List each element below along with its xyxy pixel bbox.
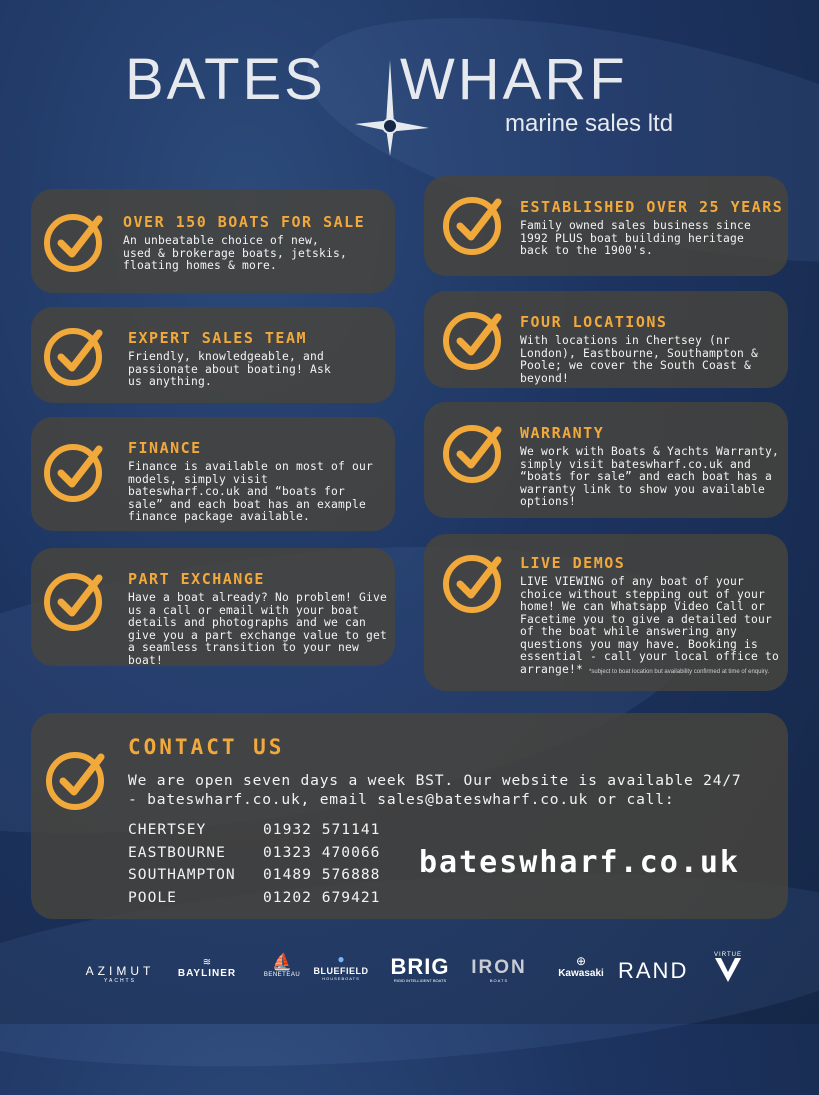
feature-card-warranty xyxy=(424,402,788,518)
contact-text: We are open seven days a week BST. Our website is available 24/7 - bateswharf.co.uk, email sales@bateswharf.co.uk or call: xyxy=(128,772,742,808)
feature-card-live-demos xyxy=(424,534,788,691)
sail-icon: ⛵ xyxy=(272,954,292,971)
brand-strip xyxy=(80,950,760,1000)
brand-logo xyxy=(125,48,705,158)
feature-card-sales-team xyxy=(31,307,395,403)
office-row xyxy=(128,887,380,910)
feature-card-finance xyxy=(31,417,395,531)
office-list xyxy=(128,819,380,909)
office-phone[interactable]: 01323 470066 xyxy=(263,843,381,861)
checkmark-icon xyxy=(45,747,109,811)
office-name: EASTBOURNE xyxy=(128,843,226,861)
brand-rand-logo: RAND xyxy=(618,958,689,983)
office-name: POOLE xyxy=(128,888,177,906)
brand-bayliner-logo xyxy=(172,958,242,979)
checkmark-icon xyxy=(442,420,506,484)
brand-beneteau-name: BENETEAU xyxy=(263,972,301,978)
checkmark-icon xyxy=(43,209,107,273)
card-text xyxy=(520,576,782,678)
card-title: PART EXCHANGE xyxy=(128,570,265,588)
brand-virtue-logo xyxy=(708,952,748,987)
card-title: LIVE DEMOS xyxy=(520,554,626,572)
checkmark-icon xyxy=(43,439,107,503)
office-phone[interactable]: 01932 571141 xyxy=(263,821,381,838)
website-link[interactable]: bateswharf.co.uk xyxy=(419,845,740,880)
card-text: An unbeatable choice of new, used & brokerage boats, jetskis, floating homes & more. xyxy=(123,234,348,272)
wave-icon: ≋ xyxy=(202,957,212,968)
feature-card-established xyxy=(424,176,788,276)
logo-subtitle: marine sales ltd xyxy=(505,110,674,137)
checkmark-icon xyxy=(442,550,506,614)
card-text: Finance is available on most of our models, simply visit bateswharf.co.uk and “boats for sale” and each boat has an example finance package available. xyxy=(128,460,374,523)
card-title: FINANCE xyxy=(128,439,202,457)
checkmark-icon xyxy=(442,307,506,371)
compass-icon xyxy=(345,58,435,158)
office-name: SOUTHAMPTON xyxy=(128,866,236,883)
card-title: OVER 150 BOATS FOR SALE xyxy=(123,213,366,231)
office-row xyxy=(128,842,380,865)
card-text: Have a boat already? No problem! Give us a call or email with your boat details and photographs and we can give you a part exchange value to get a seamless transition to your new boat! xyxy=(128,591,388,667)
contact-title: CONTACT US xyxy=(128,735,285,759)
card-title: WARRANTY xyxy=(520,424,605,442)
brand-bluefield-logo xyxy=(310,952,372,981)
card-text: With locations in Chertsey (nr London), Eastbourne, Southampton & Poole; we cover the South Coast & beyond! xyxy=(520,334,759,385)
brand-kawasaki-name: Kawasaki xyxy=(558,968,604,979)
card-text: We work with Boats & Yachts Warranty, simply visit bateswharf.co.uk and “boats for sale” and each boat has a warranty link to show you available options! xyxy=(520,445,780,508)
card-title: EXPERT SALES TEAM xyxy=(128,329,308,347)
checkmark-icon xyxy=(442,192,506,256)
card-text: Family owned sales business since 1992 PLUS boat building heritage back to the 1900's. xyxy=(520,219,752,257)
contact-card xyxy=(31,713,788,919)
brand-bayliner-name: BAYLINER xyxy=(177,968,237,979)
brand-iron-sub: BOATS xyxy=(489,978,509,983)
office-row xyxy=(128,819,380,842)
brand-iron-logo xyxy=(468,958,530,983)
feature-card-boats-for-sale xyxy=(31,189,395,293)
brand-brig-name: BRIG xyxy=(390,954,450,979)
feature-card-part-exchange xyxy=(31,548,395,666)
brand-iron-name: IRON xyxy=(471,957,527,978)
brand-bluefield-name: BLUEFIELD xyxy=(313,966,369,976)
card-text-body: LIVE VIEWING of any boat of your choice without stepping out of your home! We can Whatsapp Video Call or Facetime you to give a detailed tour of the boat while answering any questions you may have. Booking is essential - call your local office to arrange!* xyxy=(520,575,780,676)
virtue-v-icon xyxy=(715,958,741,982)
logo-word-bates: BATES xyxy=(125,47,326,112)
card-text: Friendly, knowledgeable, and passionate about boating! Ask us anything. xyxy=(128,350,332,388)
office-row xyxy=(128,864,380,887)
kawasaki-emblem-icon: ⊕ xyxy=(575,954,587,968)
office-name: CHERTSEY xyxy=(128,821,207,838)
footnote: *subject to boat location but availability confirmed at time of enquiry. xyxy=(589,668,770,675)
office-phone[interactable]: 01202 679421 xyxy=(263,888,381,906)
feature-card-locations xyxy=(424,291,788,388)
brand-azimut-sub: YACHTS xyxy=(104,978,136,984)
brand-kawasaki-logo xyxy=(552,954,610,979)
brand-brig-logo xyxy=(380,956,460,983)
office-phone[interactable]: 01489 576888 xyxy=(263,866,381,883)
brand-bluefield-sub: HOUSEBOATS xyxy=(322,976,360,981)
card-title: FOUR LOCATIONS xyxy=(520,313,668,331)
checkmark-icon xyxy=(43,323,107,387)
card-title: ESTABLISHED OVER 25 YEARS xyxy=(520,198,784,216)
logo-word-wharf: WHARF xyxy=(400,47,628,112)
droplet-icon: ● xyxy=(337,952,345,966)
brand-beneteau-logo xyxy=(262,954,302,978)
brand-azimut-logo xyxy=(80,964,160,984)
brand-brig-sub: RIGID INTELLIGENT BOATS xyxy=(393,978,447,983)
brand-azimut-name: AZIMUT xyxy=(85,964,155,978)
brand-virtue-name: VIRTUE xyxy=(714,952,742,958)
checkmark-icon xyxy=(43,568,107,632)
